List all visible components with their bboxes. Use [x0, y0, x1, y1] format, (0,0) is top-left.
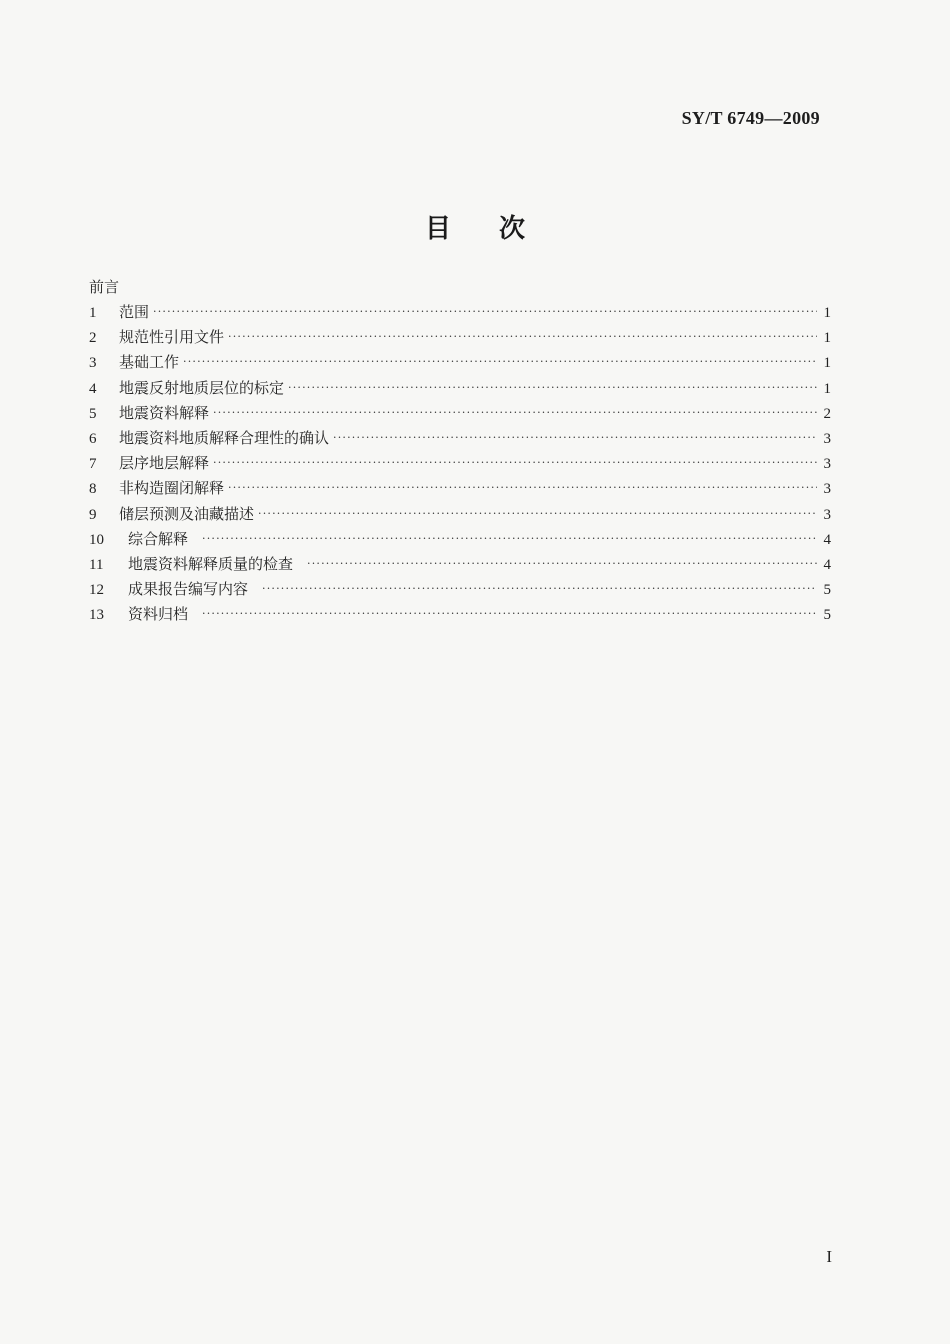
toc-entry-page: 3: [823, 430, 831, 447]
toc-entry-number: 12: [89, 582, 104, 599]
toc-entry-number: 1: [89, 305, 97, 321]
toc-leader-dots: [288, 375, 817, 400]
toc-entry-label: 规范性引用文件: [119, 328, 225, 347]
toc-entry-label: 层序地层解释: [119, 454, 210, 473]
toc-title: 目次: [424, 214, 573, 244]
toc-entry-label: 地震资料地质解释合理性的确认: [119, 428, 330, 447]
toc-leader-dots: [183, 349, 817, 374]
toc-entry-number: 6: [89, 430, 97, 447]
toc-leader-dots: [213, 400, 817, 425]
toc-entry[interactable]: [89, 401, 831, 426]
toc-entry[interactable]: [89, 476, 831, 501]
toc-entry-page: 3: [823, 456, 831, 473]
toc-leader-dots: [213, 450, 817, 475]
toc-entry[interactable]: [89, 502, 831, 527]
toc-leader-dots: [202, 601, 817, 626]
toc-entry-number: 2: [89, 330, 97, 347]
toc-entry-label: 非构造圈闭解释: [119, 479, 225, 498]
toc-entry-number: 8: [89, 481, 97, 498]
toc-entry-label: 成果报告编写内容: [128, 580, 249, 599]
toc-entry-number: 9: [89, 506, 97, 523]
toc-entry-label: 基础工作: [119, 353, 180, 372]
toc-entry-number: 5: [89, 405, 97, 422]
toc-entry-page: 1: [823, 380, 831, 397]
toc-entry-number: 11: [89, 556, 104, 573]
toc-entry-page: 4: [823, 556, 831, 573]
toc-entry-number: 4: [89, 380, 97, 397]
toc-entry-label: 资料归档: [128, 605, 189, 624]
toc-leader-dots: [262, 576, 817, 601]
toc-entry-number: 3: [89, 355, 97, 372]
toc-entry-label: 综合解释: [128, 529, 189, 548]
toc-entry-page: 1: [823, 330, 831, 347]
toc-entry[interactable]: [89, 577, 831, 602]
toc-leader-dots: [307, 551, 817, 576]
toc-leader-dots: [258, 501, 817, 526]
toc-entry-label: 地震资料解释: [119, 403, 210, 422]
toc-entry[interactable]: [89, 325, 831, 350]
toc-entry-label: 储层预测及油藏描述: [119, 504, 255, 523]
toc-entry-number: 13: [89, 607, 104, 624]
toc-entry-page: 5: [823, 607, 831, 624]
toc-leader-dots: [202, 526, 817, 551]
page-number: I: [826, 1247, 832, 1266]
toc-entry[interactable]: [89, 426, 831, 451]
toc-preface[interactable]: 前言: [89, 278, 120, 296]
toc-entry-page: 5: [823, 582, 831, 599]
toc-entry-label: 地震反射地质层位的标定: [119, 378, 285, 397]
toc-entry-page: 3: [823, 506, 831, 523]
toc-entry[interactable]: [89, 350, 831, 375]
toc-entry[interactable]: [89, 552, 831, 577]
standard-code: SY/T 6749—2009: [681, 108, 820, 128]
toc-entry[interactable]: [89, 602, 831, 627]
toc-entry-label: 范围: [119, 303, 150, 321]
toc-entry-page: 1: [823, 305, 831, 321]
toc-leader-dots: [228, 475, 817, 500]
toc-entry-number: 7: [89, 456, 97, 473]
toc-entry[interactable]: [89, 300, 831, 325]
toc-entry-number: 10: [89, 531, 104, 548]
toc-entry[interactable]: [89, 376, 831, 401]
toc-entry-page: 3: [823, 481, 831, 498]
toc-leader-dots: [153, 299, 817, 324]
toc-entry[interactable]: [89, 451, 831, 476]
toc-entry-page: 2: [823, 405, 831, 422]
toc-entry[interactable]: [89, 527, 831, 552]
toc-leader-dots: [333, 425, 817, 450]
toc-entry-page: 4: [823, 531, 831, 548]
toc-entry-label: 地震资料解释质量的检查: [128, 554, 294, 573]
toc-entry-page: 1: [823, 355, 831, 372]
toc-leader-dots: [228, 324, 817, 349]
table-of-contents: [89, 275, 831, 627]
